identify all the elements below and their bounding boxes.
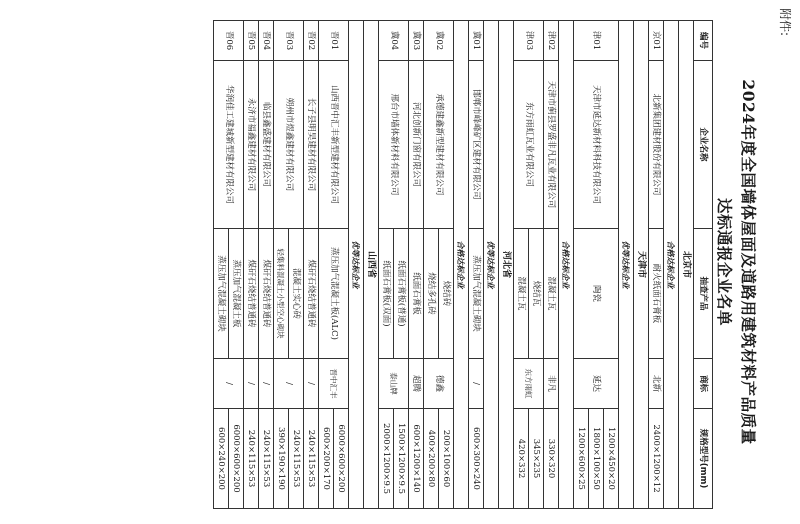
category-row	[664, 21, 679, 509]
row-product: 烧结多孔砖	[424, 229, 439, 359]
region-row	[634, 21, 649, 509]
row-spec: 390×190×190	[274, 409, 289, 509]
category-label: 合格达标企业	[454, 21, 469, 509]
row-product: 混凝土瓦	[544, 229, 559, 359]
row-no: 冀02	[424, 21, 454, 61]
row-company: 北新集团建材股份有限公司	[649, 61, 664, 229]
row-no: 晋01	[319, 21, 349, 61]
row-product: 煤矸石烧结普通砖	[259, 229, 274, 359]
row-no: 晋03	[274, 21, 304, 61]
row-brand: /	[274, 359, 304, 409]
table-row	[289, 21, 304, 509]
row-brand: /	[259, 359, 274, 409]
category-label: 优等达标企业	[349, 21, 364, 509]
row-brand: 晋中汇丰	[319, 359, 349, 409]
row-spec: 1800×100×50	[589, 409, 604, 509]
row-spec: 2000×1200×9.5	[379, 409, 394, 509]
header-product: 抽查产品	[694, 229, 713, 359]
category-label: 合格达标企业	[664, 21, 679, 509]
row-spec: 600×200×170	[319, 409, 334, 509]
table-row	[544, 21, 559, 509]
row-product: 煤矸石烧结普通砖	[304, 229, 319, 359]
row-no: 津03	[514, 21, 544, 61]
row-no: 津01	[574, 21, 619, 61]
category-label: 合格达标企业	[559, 21, 574, 509]
document-subtitle: 达标通报企业名单	[715, 197, 734, 326]
row-spec: 2400×1200×12	[649, 409, 664, 509]
table-row	[529, 21, 544, 509]
table-row	[604, 21, 619, 509]
row-spec: 240×115×53	[304, 409, 319, 509]
row-product: 烧结瓦	[529, 229, 544, 359]
row-company: 山西晋中汇丰新型建材有限公司	[319, 61, 349, 229]
row-no: 冀03	[409, 21, 424, 61]
row-brand: 延达	[574, 359, 619, 409]
row-spec: 600×240×200	[214, 409, 229, 509]
region-row	[364, 21, 379, 509]
row-company: 东方雨虹瓦业有限公司	[514, 61, 544, 229]
company-list-table	[213, 20, 713, 509]
row-product: 蒸压加气混凝土板	[229, 229, 244, 359]
region-tianjin: 天津市	[634, 21, 649, 509]
row-product: 轻集料混凝土小型空心砌块	[274, 229, 289, 359]
header-spec: 规格型号(mm)	[694, 409, 713, 509]
region-hebei: 河北省	[499, 21, 514, 509]
row-company: 朔州市煜鑫建材有限公司	[274, 61, 304, 229]
row-brand: 东方雨虹	[514, 359, 544, 409]
row-product: 耐火纸面石膏板	[649, 229, 664, 359]
row-product: 蒸压加气混凝土砌块	[469, 229, 484, 359]
category-row	[619, 21, 634, 509]
row-brand: /	[304, 359, 319, 409]
row-spec: 1200×600×25	[574, 409, 589, 509]
header-no: 编号	[694, 21, 713, 61]
row-spec: 240×115×53	[259, 409, 274, 509]
row-no: 冀01	[469, 21, 484, 61]
table-row	[229, 21, 244, 509]
row-product: 纸面石膏板	[409, 229, 424, 359]
row-brand: 非凡	[544, 359, 559, 409]
row-spec: 600×1200×140	[409, 409, 424, 509]
row-company: 承德建鑫新型建材有限公司	[424, 61, 454, 229]
table-row	[259, 21, 274, 509]
annex-label: 附件:	[778, 8, 792, 37]
row-brand: /	[214, 359, 244, 409]
table-row	[244, 21, 259, 509]
row-no: 冀04	[379, 21, 409, 61]
row-product: 煤矸石烧结普通砖	[244, 229, 259, 359]
region-beijing: 北京市	[679, 21, 694, 509]
row-spec: 6000×600×200	[229, 409, 244, 509]
row-brand: 超腾	[409, 359, 424, 409]
category-label: 优等达标企业	[484, 21, 499, 509]
row-spec: 400×200×80	[424, 409, 439, 509]
row-company: 天津市延达新材料科技有限公司	[574, 61, 619, 229]
row-spec: 240×115×53	[244, 409, 259, 509]
row-company: 长子县明昊建材有限公司	[304, 61, 319, 229]
table-row	[409, 21, 424, 509]
row-no: 津02	[544, 21, 559, 61]
row-spec: 1200×450×20	[604, 409, 619, 509]
row-no: 京01	[649, 21, 664, 61]
row-spec: 600×300×240	[469, 409, 484, 509]
row-product: 蒸压加气混凝土板(ALC)	[319, 229, 349, 359]
row-product: 纸面石膏板(双面)	[379, 229, 394, 359]
row-brand: /	[244, 359, 259, 409]
header-company: 企业名称	[694, 61, 713, 229]
row-no: 晋05	[244, 21, 259, 61]
row-spec: 330×320	[544, 409, 559, 509]
row-brand: /	[469, 359, 484, 409]
row-brand: 德鑫	[424, 359, 454, 409]
row-product: 烧结砖	[439, 229, 454, 359]
row-no: 晋06	[214, 21, 244, 61]
row-spec: 1500×1200×9.5	[394, 409, 409, 509]
category-row	[484, 21, 499, 509]
row-company: 邢台市墙体新材料有限公司	[379, 61, 409, 229]
row-product: 蒸压加气混凝土砌块	[214, 229, 229, 359]
document-title: 2024年度全国墙体屋面及道路用建筑材料产品质量	[739, 79, 758, 445]
row-company: 河北创新门窗有限公司	[409, 61, 424, 229]
row-product: 混凝土瓦	[514, 229, 529, 359]
table-header-row	[694, 21, 713, 509]
row-product: 纸面石膏板(普通)	[394, 229, 409, 359]
row-product: 陶瓷	[574, 229, 619, 359]
row-spec: 345×235	[529, 409, 544, 509]
category-label: 优等达标企业	[619, 21, 634, 509]
row-spec: 200×100×60	[439, 409, 454, 509]
table-row	[394, 21, 409, 509]
category-row	[559, 21, 574, 509]
row-company: 华润佳工建城新型建材有限公司	[214, 61, 244, 229]
header-brand: 商标	[694, 359, 713, 409]
region-shanxi: 山西省	[364, 21, 379, 509]
row-no: 晋04	[259, 21, 274, 61]
row-product: 混凝土实心砖	[289, 229, 304, 359]
row-spec: 6000×600×200	[334, 409, 349, 509]
table-row	[649, 21, 664, 509]
region-row	[499, 21, 514, 509]
row-company: 临县鑫盛建材有限公司	[259, 61, 274, 229]
row-brand: 北新	[649, 359, 664, 409]
row-no: 晋02	[304, 21, 319, 61]
table-row	[469, 21, 484, 509]
row-company: 天津市蓟县罗盛非凡瓦业有限公司	[544, 61, 559, 229]
row-company: 邯郸市峰峰矿区建材有限公司	[469, 61, 484, 229]
region-row	[679, 21, 694, 509]
table-row	[334, 21, 349, 509]
table-row	[439, 21, 454, 509]
row-spec: 420×332	[514, 409, 529, 509]
table-row	[304, 21, 319, 509]
row-brand: 泰山牌	[379, 359, 409, 409]
category-row	[349, 21, 364, 509]
category-row	[454, 21, 469, 509]
row-company: 永济市福鑫建材有限公司	[244, 61, 259, 229]
row-spec: 240×115×53	[289, 409, 304, 509]
